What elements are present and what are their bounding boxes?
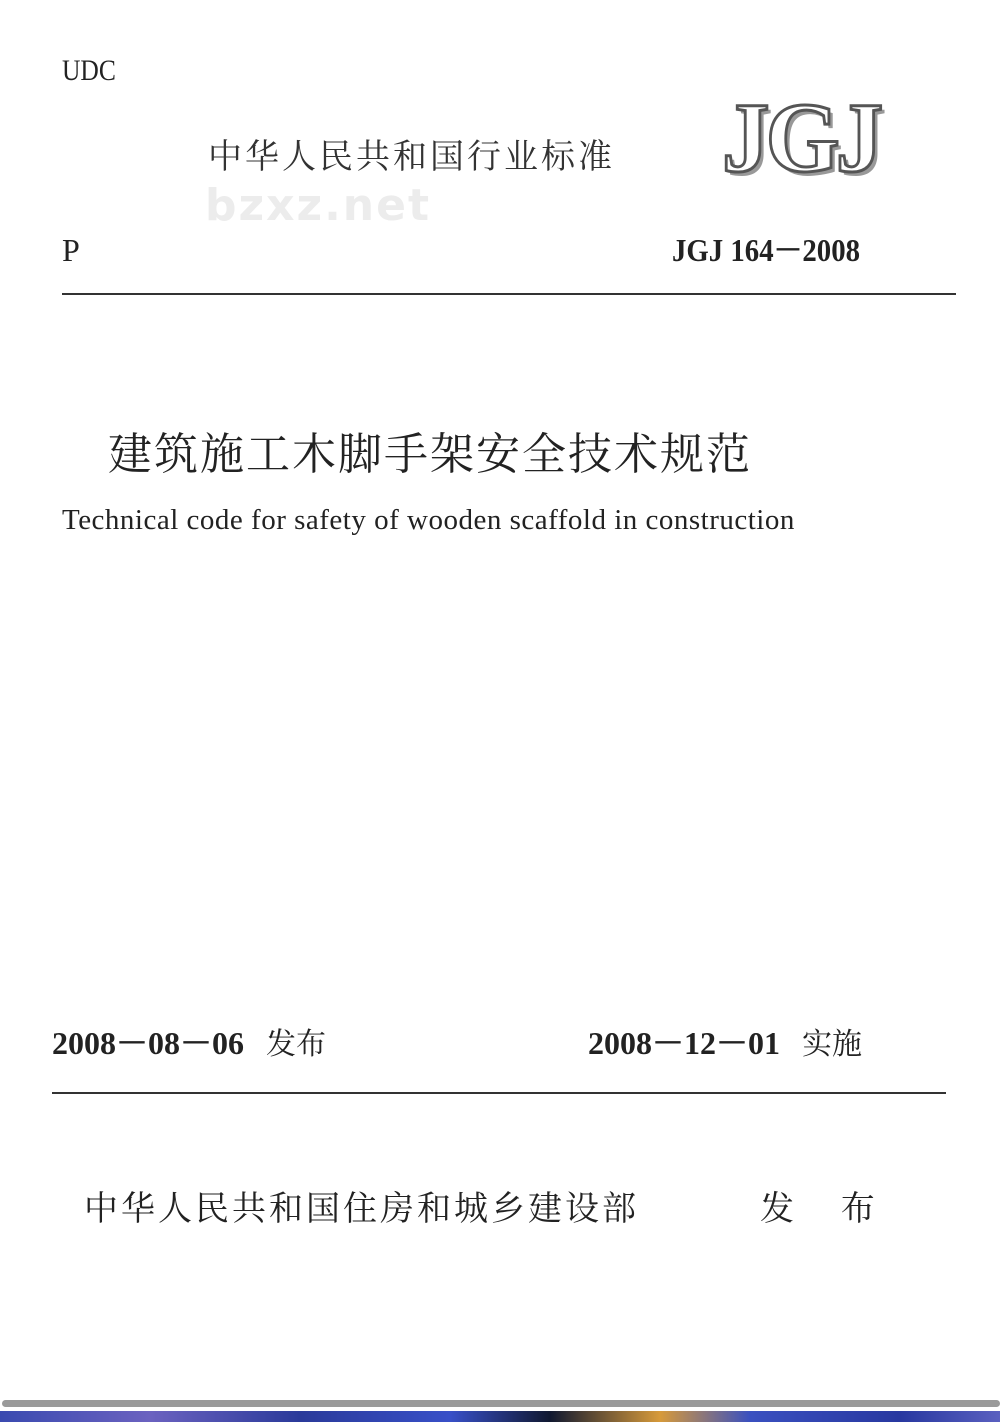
issue-date: 2008－08－06	[52, 1025, 245, 1061]
implement-date: 2008－12－01	[588, 1025, 781, 1061]
udc-label: UDC	[62, 54, 116, 87]
bottom-divider	[52, 1092, 946, 1094]
industry-standard-heading: 中华人民共和国行业标准	[208, 137, 615, 177]
top-divider	[62, 293, 956, 295]
horizontal-scrollbar[interactable]	[2, 1400, 1000, 1407]
implement-label: 实施	[802, 1027, 863, 1062]
standard-code: JGJ 164－2008	[672, 232, 861, 268]
issue-date-line	[52, 1025, 326, 1063]
issue-label: 发布	[266, 1027, 327, 1062]
title-english: Technical code for safety of wooden scaffold in construction	[62, 504, 795, 536]
publish-label: 发 布	[760, 1189, 893, 1229]
jgj-logo: JGJ	[722, 82, 880, 193]
watermark: bzxz.net	[205, 180, 432, 231]
implement-date-line	[588, 1025, 862, 1063]
classification-label: P	[62, 232, 80, 268]
background-image-strip	[0, 1411, 1000, 1422]
publisher-name: 中华人民共和国住房和城乡建设部	[84, 1189, 639, 1229]
title-chinese: 建筑施工木脚手架安全技术规范	[108, 430, 752, 479]
